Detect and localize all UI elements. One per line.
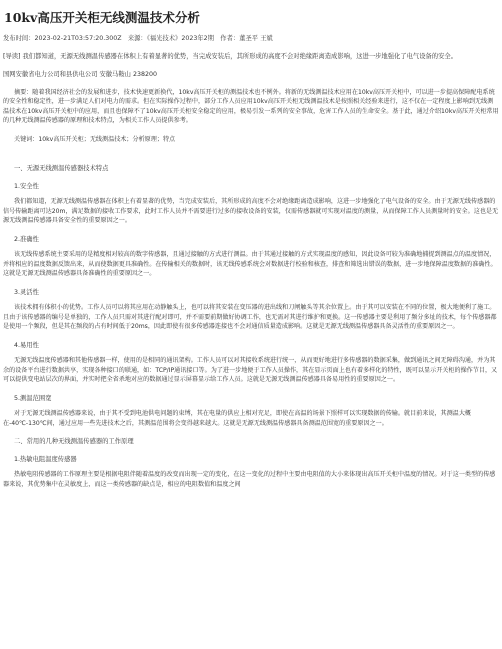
section-1-1-heading: 1.安全性 — [14, 182, 39, 190]
article-lead: [导读] 我们都知道，无源无线测温传感器在体积上有着显著的优势，当完成安装后，其所形成的高度不会对绝缘距离造成影响，这进一步地强化了电气设备的安全。 — [3, 52, 457, 60]
section-2-1-heading: 1.热敏电阻温度传感器 — [14, 455, 77, 463]
section-1-4-heading: 4.易用性 — [14, 341, 39, 349]
article-meta: 发布时间：2023-02-21T03:57:20.300Z 来源：《福光技术》2023年2期 作者：董圣平 王斌 — [3, 35, 273, 42]
section-2-heading: 二、常用的几种无线测温传感器的工作原理 — [14, 438, 134, 445]
section-1-5-body: 对于无源无线测温传感器来说，由于其不受到电池供电问题的束缚，其在电量的供应上相对充足，即使在高温的场景下照样可以实现数据的传输。就目前来说，其测温大概在-40℃-130℃间，通过应用一些先进技术之后，其测温范围将会变得越来越大。这就是无源无线测温传感器具备测温范围宽的重要原因之一。 — [3, 410, 472, 427]
author-affiliation: 国网安徽省电力公司和县供电公司 安徽马鞍山 238200 — [3, 71, 157, 78]
section-2-1-body: 热敏电阻传感器的工作原理主要是根据电阻伴随着温度的改变而出现一定的变化，在这一变化的过程中主要由电阻值的大小来体现出高压开关柜中温度的情况。对于这一类型的传感器来说，其优势集中在灵敏度上，而这一类传感器的缺点是，相应的电阻数值和温度之间 — [3, 471, 496, 488]
section-1-2-body: 该无线传感系统主要采用的是精度相对较高的数字传感器，且通过接触的方式进行测温。由于其通过接触的方式实现温度的感知，因此设备可较为准确地捕捉到测温点的温度情况，并将相应的温度数据反馈出来，从而使数据更具准确性。在传输相关的数据时，该无线传感系统会对数据进行校验和核查，排查和筛选出错误的数据，进一步地保障温度数据的准确性。这就是无源无线测温传感器具备准确性的重要原因之一。 — [3, 251, 497, 277]
section-1-3-body: 该技术拥有体积小的优势。工作人员可以将其应用在动静触头上，也可以将其安装在变压器的进出线和刀闸触头等其余位置上。由于其可以安装在不同的位置，极大地便利了施工。且由于该传感器的编号是单独的，工作人员只需对其进行配对即可，并不需要前期做好协调工作，也无需对其进行维护和更换。这一传感器主要是利用了频分多址的技术，每个传感器都是使用一个频段，但是其在频段的占有时间低于20ms，因此即使有很多传感器连接也不会对通信质量造成影响。这就是无源无线测温传感器具备灵活性的重要原因之一。 — [3, 304, 497, 330]
section-1-2-heading: 2.准确性 — [14, 235, 39, 243]
section-1-heading: 一、无源无线测温传感器技术特点 — [14, 165, 109, 172]
article-title: 10kv高压开关柜无线测温技术分析 — [4, 10, 200, 25]
section-1-4-body: 无源无线温度传感器和其他传感器一样，使用的是相同的通讯架构。工作人员可以对其接收系统进行统一，从而更好地进行多传感器的数据采集，做到通讯之间无障碍沟通，并为其余的设备平台进行数据共享，实现各种接口的联通，如：TCP/IP通讯接口等。为了进一步地便于工作人员操作，其在显示页面上也有着多样化的特性，既可以显示开关柜的操作节目，又可以提供变电站层次的界面，并实时把全省杀地对应的数据通过显示屏幕显示给工作人员。这就是无源无线测温传感器具备易用性的重要原因之一。 — [3, 357, 498, 383]
section-1-3-heading: 3.灵活性 — [14, 288, 39, 296]
section-1-1-body: 我们都知道，无源无线测温传感器在体积上有着显著的优势，当完成安装后，其所形成的高度不会对绝缘距离造成影响，这进一步地强化了电气设备的安全。由于无源无线传感器的信号传输距离可达20m，满足数据的接收工作要求，此时工作人员并不需要进行过多的接收设备的安装，仅需传感器就可实现对温度的测量，从而保障工作人员测量时的安全。这也是无源无线测温传感器具备安全性的重要原因之一。 — [3, 198, 499, 224]
section-1-5-heading: 5.测温范围宽 — [14, 394, 52, 402]
article-keywords: 关键词：10kv高压开关柜；无线测温技术；分析原理；特点 — [14, 135, 176, 143]
article-summary: 摘要：随着我国经济社会的发展和进步，技术快速更新换代，10kv高压开关柜的测温技术也不例外。将新的无线测温技术应用在10kv高压开关柜中，可以进一步提高保障配电系统的安全性和稳定性，进一步满足人们对电力的需求。但在实际操作过程中，部分工作人员应用10kv高压开关柜无线测温技术是按照相关经验来进行，这不仅在一定程度上影响到无线测温技术在10kv高压开关柜中的应用，而且也保障不了10kv高压开关柜安全稳定的应用，极易引发一系列的安全事故，危害工作人员的生命安全。基于此，通过介绍10kv高压开关柜常用的几种无线测温传感器的原理和技术特点，为相关工作人员提供参考。 — [3, 88, 499, 124]
